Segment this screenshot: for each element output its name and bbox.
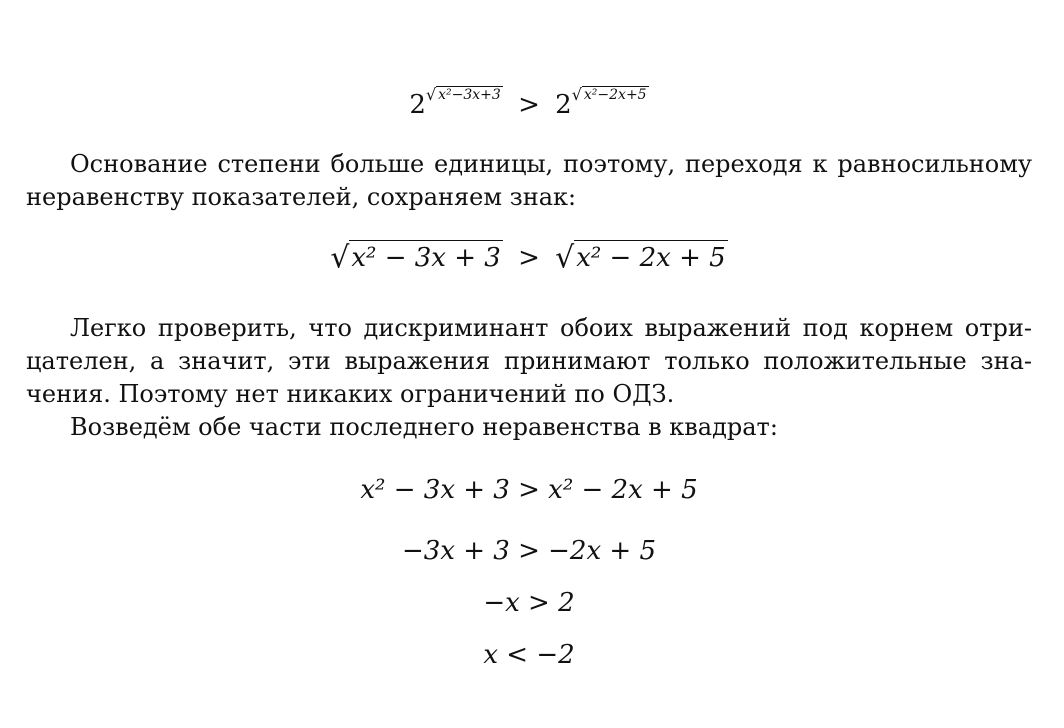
paragraph-square [26, 411, 1032, 444]
equation-text: −3x + 3 > −2x + 5 [401, 536, 656, 566]
document-page [26, 0, 1032, 728]
right-exponent: x²−2x+5 [583, 87, 647, 103]
equation-text: x < −2 [483, 640, 575, 670]
paragraph-line: Основание степени больше единицы, поэтому, переходя к равносильному [70, 150, 1032, 178]
left-exponent: x²−3x+3 [438, 87, 501, 103]
paragraph-line: неравенству показателей, сохраняем знак: [26, 183, 577, 211]
equation-step [26, 588, 1032, 618]
right-base: 2 [555, 90, 572, 120]
inequality-sign: > [518, 90, 540, 120]
equation-exponential: $2^{√ x^2-3x+3} > 2^{√ x^2-2x+5}$ [409, 84, 647, 120]
equation-squared [26, 475, 1032, 505]
paragraph-line: Возведём обе части последнего неравенства в квадрат: [70, 413, 778, 441]
paragraph-line: чения. Поэтому нет никаких ограничений по ОДЗ. [26, 380, 675, 408]
left-radicand: x² − 3x + 3 [351, 243, 501, 273]
equation-text: −x > 2 [483, 588, 575, 618]
equation-roots: √x² − 3x + 3 > √x² − 2x + 5 [330, 240, 726, 276]
left-base: 2 [409, 90, 426, 120]
paragraph-discriminant [26, 312, 1032, 411]
equation-simplified [26, 536, 1032, 566]
paragraph-line: цателен, а значит, эти выражения принимают только положительные зна- [26, 347, 1032, 375]
paragraph-line: Легко проверить, что дискриминант обоих выражений под корнем отри- [70, 314, 1032, 342]
inequality-sign: > [518, 243, 540, 273]
right-radicand: x² − 2x + 5 [576, 243, 726, 273]
equation-answer [26, 640, 1032, 670]
equation-text: x² − 3x + 3 > x² − 2x + 5 [360, 475, 698, 505]
paragraph-base-explanation [26, 148, 1032, 214]
